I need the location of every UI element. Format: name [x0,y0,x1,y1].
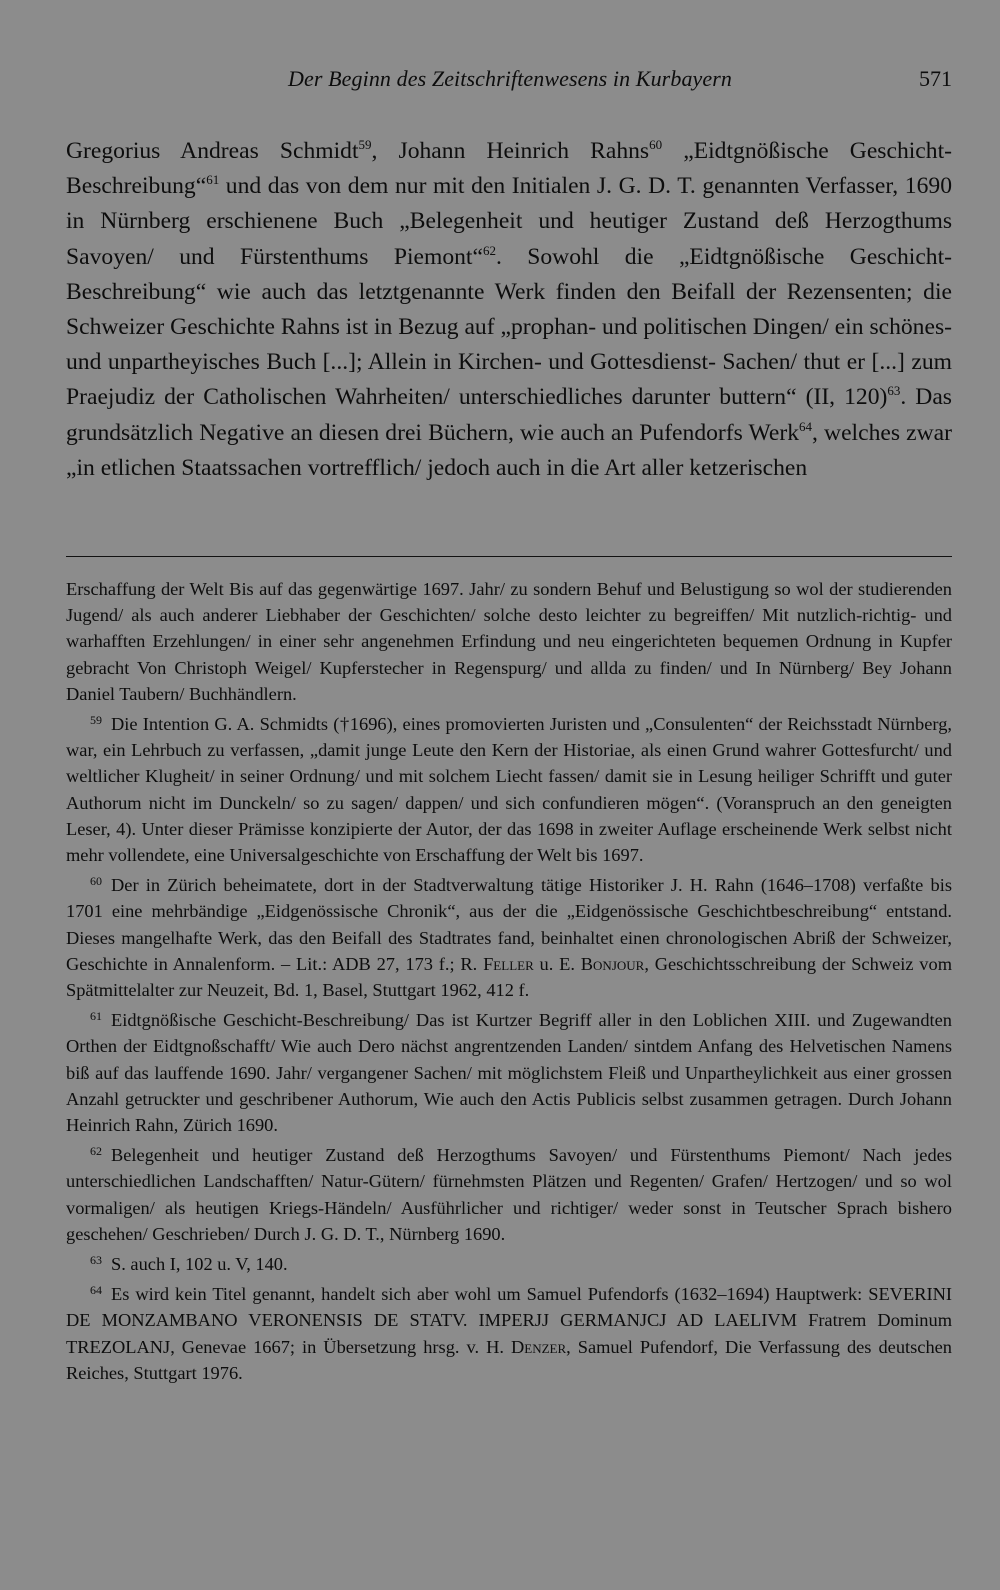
footnote-60 [66,868,952,1003]
footnotes [66,576,952,1386]
footnote-number: 61 [90,1009,102,1024]
footnote-text: , Geschichtsschreibung der Schweiz vom Spätmittelalter zur Neuzeit, Bd. 1, Basel, Stuttgart 1962, 412 f. [66,953,953,1001]
text-run: Gregorius Andreas Schmidt [66,138,359,164]
footnote-separator [66,556,952,557]
main-text [66,134,952,486]
footnote-continuation: Erschaffung der Welt Bis auf das gegenwärtige 1697. Jahr/ zu sondern Behuf und Belustigung so wol der studierenden Jugend/ als auch anderer Liebhaber der Geschichten/ solche desto leichter zu begreiffen/ Mit nutzlich-richtig- und warhafften Erzehlungen/ in einer sehr angenehmen Erfindung und neu eingerichteten bequemen Ordnung in Kupfer gebracht Von Christoph Weigel/ Kupferstecher in Regenspurg/ und allda zu finden/ und In Nürnberg/ Bey Johann Daniel Taubern/ Buchhändlern. [66,579,952,704]
footnote-text: Belegenheit und heutiger Zustand deß Herzogthums Savoyen/ und Fürstenthums Piemont/ Nach jedes unterschiedlichen Landschafften/ Natur-Gütern/ fürnehmsten Plätzen und Regenten/ Grafen/ Hertzogen/ und so wol vormaligen/ als heutigen Kriegs-Händeln/ Ausführlicher und richtiger/ weder sonst in Teutscher Sprach bishero geschehen/ Geschrieben/ Durch J. G. D. T., Nürnberg 1690. [66,1145,952,1244]
footnote-text: u. E. [533,953,581,974]
footnote-61 [66,1003,952,1138]
footnote-ref-61[interactable]: 61 [206,172,220,188]
footnote-63 [66,1247,952,1277]
footnote-number: 64 [90,1283,102,1298]
running-head: Der Beginn des Zeitschriftenwesens in Kurbayern [288,66,733,91]
footnote-text: Es wird kein Titel genannt, handelt sich aber wohl um Samuel Pufendorfs (1632–1694) Hauptwerk: SEVERINI DE MONZAMBANO VERONENSIS DE STATV. IMPERJJ GERMANJCJ AD LAELIVM Fratrem Dominum TREZOLANJ, Genevae 1667; in Übersetzung hrsg. v. H. [66,1284,952,1357]
text-run: . Sowohl die „Eidtgnößische Geschicht-Beschreibung“ wie auch das letztgenannte Werk finden den Beifall der Rezensenten; die Schweizer Geschichte Rahns ist in Bezug auf „prophan- und politischen Dingen/ ein schönes- und unpartheyisches Buch [...]; Allein in Kirchen- und Gottesdienst- Sachen/ thut er [...] zum Praejudiz der Catholischen Wahrheiten/ unterschiedliches darunter buttern“ (II, 120) [66,243,952,411]
footnote-ref-62[interactable]: 62 [482,242,496,258]
footnote-text: , Samuel Pufendorf, Die Verfassung des deutschen Reiches, Stuttgart 1976. [66,1336,952,1383]
footnote-text: Der in Zürich beheimatete, dort in der Stadtverwaltung tätige Historiker J. H. Rahn (1646–1708) verfaßte bis 1701 eine mehrbändige „Eidgenössische Chronik“, aus der die „Eidgenössische Geschichtbeschreibung“ entstand. Dieses mangelhafte Werk, das den Beifall des Stadtrates fand, beinhaltet einen chronologischen Abriß der Schweizer, Geschichte in Annalenform. – Lit.: ADB 27, 173 f.; R. [66,875,952,974]
footnote-text: Die Intention G. A. Schmidts (†1696), eines promovierten Juristen und „Consulenten“ der Reichsstadt Nürnberg, war, ein Lehrbuch zu verfassen, „damit junge Leute den Kern der Historiae, als einen Grund wahrer Gottesfurcht/ und weltlicher Klugheit/ in seiner Ordnung/ und mit solchem Liecht fassen/ damit sie in Lesung heiliger Schrifft und guter Authorum nicht im Dunckeln/ so zu sagen/ dappen/ und sich confundieren mögen“. (Voranspruch an den geneigten Leser, 4). Unter dieser Prämisse konzipierte der Autor, der das 1698 in zweiter Auflage erscheinende Werk selbst nicht mehr vollendete, eine Universalgeschichte von Erschaffung der Welt bis 1697. [66,714,952,866]
page-number: 571 [919,66,952,91]
footnote-ref-59[interactable]: 59 [358,137,372,152]
footnote-number: 60 [90,874,102,889]
text-run: „Eidtgnößische Geschicht-Beschreibung“ [66,138,952,200]
footnote-62 [66,1138,952,1247]
text-run: . Das grundsätzlich Negative an diesen drei Büchern, wie auch an Pufendorfs Werk [66,384,952,446]
footnote-text: Eidtgnößische Geschicht-Beschreibung/ Das ist Kurtzer Begriff aller in den Loblichen XIII. und Zugewandten Orthen der Eidtgnoßschafft/ Wie auch Dero nächst angrentzenden Landen/ sintdem Anfang des Helvetischen Namens biß auf das lauffende 1690. Jahr/ vergangener Sachen/ mit möglichstem Fleiß und Unpartheylichkeit aus einer grossen Anzahl getruckter und geschribener Authorum, Wie auch den Actis Publicis selbst zusammen getragen. Durch Johann Heinrich Rahn, Zürich 1690. [66,1010,952,1136]
text-run: , welches zwar „in etlichen Staatssachen vortrefflich/ jedoch auch in die Art aller ketzerischen [66,419,952,481]
footnote-64 [66,1277,952,1386]
footnote-text: S. auch I, 102 u. V, 140. [111,1254,288,1275]
author-name: Feller [483,953,534,974]
text-run: , Johann Heinrich Rahns [371,138,650,164]
footnote-ref-63[interactable]: 63 [887,383,901,399]
author-name: Denzer [510,1336,567,1357]
text-run: und das von dem nur mit den Initialen J. G. D. T. genannten Verfasser, 1690 in Nürnberg erschienene Buch „Belegenheit und heutiger Zustand deß Herzogthums Savoyen/ und Fürstenthums Piemont“ [66,173,952,270]
page-header [66,66,952,96]
footnote-ref-64[interactable]: 64 [799,418,813,434]
footnote-number: 63 [90,1253,102,1268]
footnote-59 [66,707,952,868]
author-name: Bonjour [580,953,645,974]
footnote-ref-60[interactable]: 60 [649,137,663,152]
main-paragraph [66,134,952,486]
footnote-number: 59 [90,713,102,728]
footnote-number: 62 [90,1144,102,1159]
